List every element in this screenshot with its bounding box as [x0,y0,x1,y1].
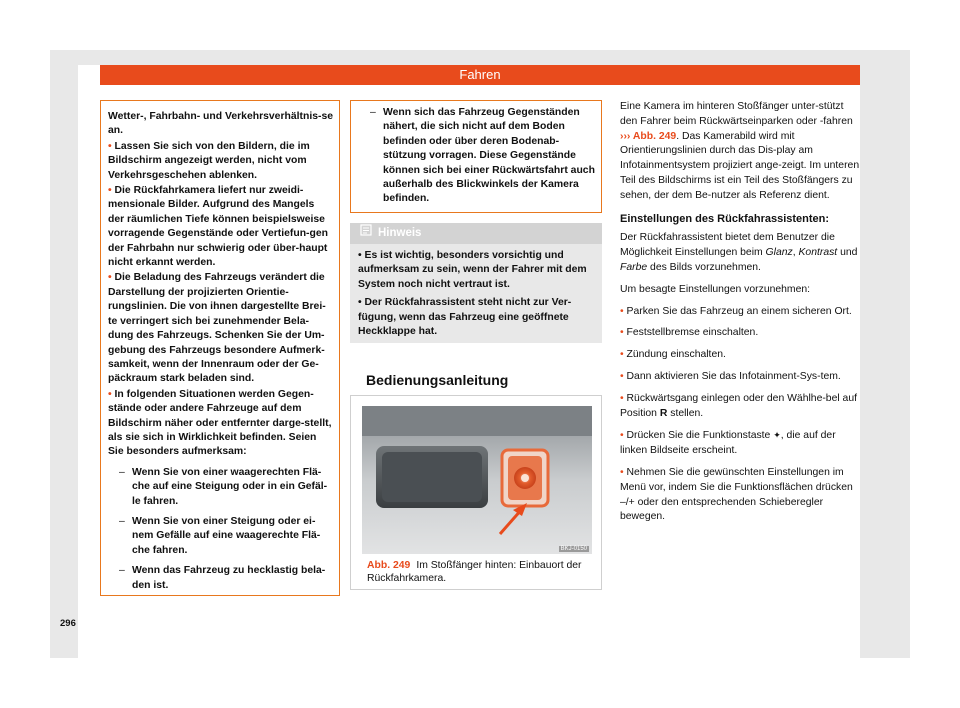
rear-camera-photo [362,406,592,554]
figure-caption: Abb. 249 Im Stoßfänger hinten: Einbauort der Rückfahrkamera. [367,560,582,584]
figure-link[interactable]: ››› Abb. 249 [620,130,677,142]
note-title: Hinweis [378,227,422,239]
step-item: • Drücken Sie die Funktionstaste ✦, die auf der linken Bildseite erscheint. [620,430,836,457]
warning-dash-item: – Wenn das Fahrzeug zu hecklastig bela-den ist. [108,564,333,593]
settings-heading: Einstellungen des Rückfahrassistenten: [620,212,830,225]
warning-intro: Wetter-, Fahrbahn- und Verkehrsverhältnis-se an. [108,111,333,137]
warning-bullet: • Die Rückfahrkamera liefert nur zweidi-mensionale Bilder. Aufgrund des Mangels der räumlichen Tiefe können beispielsweise vorragende Gegenstände oder Vertiefun-gen der Fahrbahn nur schwierig oder über-haupt nicht erkannt werden. [108,185,328,269]
info-icon [360,223,372,244]
warning-dash-item: – Wenn Sie von einer waagerechten Flä-che auf eine Steigung oder in ein Gefäl-le fahren. [108,466,333,509]
warning-bullet: • In folgenden Situationen werden Gegen-stände oder andere Fahrzeuge auf dem Bildschirm näher oder entfernter darge-stellt, als sie sich in Wirklichkeit befinden. Seien Sie besonders aufmerksam: [108,388,332,458]
warning-bullet: • Die Beladung des Fahrzeugs verändert die Darstellung der projizierten Orientie-rungslinien. Die von ihnen dargestellte Brei-te verringert sich bei zunehmender Bela-dung des Fahrzeugs. Schenken Sie der Um-gebung des Fahrzeugs besondere Aufmerk-samkeit, wenn der Innenraum oder der Ge-päckraum stark beladen sind. [108,272,326,385]
step-item: • Feststellbremse einschalten. [620,327,759,339]
warning-dash-item: – Wenn sich das Fahrzeug Gegenständen nähert, die sich nicht auf dem Boden befinden oder über deren Bodenab-stützung vorragen. Diese Gegenstände können sich bei einer Rückwärtsfahrt auch außerhalb des Blickwinkels der Kamera befinden. [359,106,595,207]
intro-paragraph: Eine Kamera im hinteren Stoßfänger unter-stützt den Fahrer beim Rückwärtseinparken oder -fahren ››› Abb. 249. Das Kamerabild wird mit Orientierungslinien durch das Dis-play am Infotainmentsystem projiziert ange-zeigt. Im unteren Teil des Bildschirms ist ein Teil des Stoßfängers zu sehen, der dem Be-nutzer als Referenz dient. [620,101,860,201]
note-header [350,223,602,244]
note-item: • Es ist wichtig, besonders vorsichtig und aufmerksam zu sein, wenn der Fahrer mit dem System noch nicht vertraut ist. [358,250,587,290]
warning-bullet: • Lassen Sie sich von den Bildern, die im Bildschirm angezeigt werden, nicht vom Verkehrsgeschehen ablenken. [108,140,310,181]
warning-box-continued [350,100,602,213]
steps-intro: Um besagte Einstellungen vorzunehmen: [620,283,811,295]
chapter-header: Fahren [100,65,860,85]
warning-dash-item: – Wenn Sie von einer Steigung oder ei-nem Gefälle auf eine waagerechte Flä-che fahren. [108,515,333,558]
step-item: • Rückwärtsgang einlegen oder den Wählhe-bel auf Position R stellen. [620,392,858,419]
figure-249 [350,395,602,590]
camera-settings-icon: ✦ [773,430,781,441]
figure-code: BKJ-0150 [560,546,587,552]
warning-box [100,100,340,596]
page-number: 296 [60,618,76,629]
step-item: • Dann aktivieren Sie das Infotainment-Sys-tem. [620,370,841,382]
step-item: • Zündung einschalten. [620,349,726,361]
settings-paragraph: Der Rückfahrassistent bietet dem Benutzer die Möglichkeit Einstellungen beim Glanz, Kontrast und Farbe des Bilds vorzunehmen. [620,232,858,273]
step-item: • Parken Sie das Fahrzeug an einem sicheren Ort. [620,305,852,317]
note-item: • Der Rückfahrassistent steht nicht zur Ver-fügung, wenn das Fahrzeug eine geöffnete Heckklappe hat. [358,297,572,338]
note-box [350,223,602,343]
figure-label: Abb. 249 [367,560,411,571]
section-title: Bedienungsanleitung [366,372,509,388]
step-item: • Nehmen Sie die gewünschten Einstellungen im Menü vor, indem Sie die Funktionsflächen drücken –/+ oder den entsprechenden Schieberegler bewegen. [620,466,853,523]
main-text-column [620,100,860,532]
